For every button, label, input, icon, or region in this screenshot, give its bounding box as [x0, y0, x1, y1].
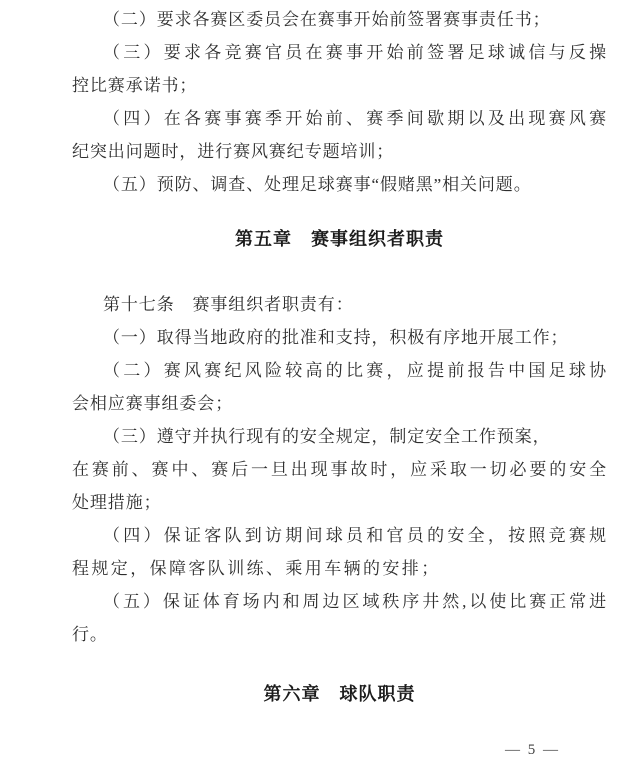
clause-line: 行。: [72, 625, 108, 644]
chapter-5-heading: 第五章 赛事组织者职责: [235, 229, 444, 249]
clause-line: （五）保证体育场内和周边区域秩序井然,以使比赛正常进: [103, 592, 607, 611]
clause-line: （三）要求各竞赛官员在赛事开始前签署足球诚信与反操: [103, 43, 607, 62]
clause-line: 会相应赛事组委会；: [72, 394, 234, 413]
clause-line: （五）预防、调查、处理足球赛事“假赌黑”相关问题。: [103, 175, 532, 194]
clause-line: （四）保证客队到访期间球员和官员的安全，按照竞赛规: [103, 526, 607, 545]
clause-line: 在赛前、赛中、赛后一旦出现事故时，应采取一切必要的安全: [72, 460, 607, 479]
clause-line: （二）要求各赛区委员会在赛事开始前签署赛事责任书；: [103, 10, 551, 29]
clause-line: 控比赛承诺书；: [72, 76, 198, 95]
clause-line: （二）赛风赛纪风险较高的比赛，应提前报告中国足球协: [103, 361, 607, 380]
clause-line: 处理措施；: [72, 493, 162, 512]
clause-line: （一）取得当地政府的批准和支持，积极有序地开展工作；: [103, 328, 569, 347]
chapter-6-heading: 第六章 球队职责: [263, 684, 416, 704]
clause-line: 纪突出问题时，进行赛风赛纪专题培训；: [72, 142, 395, 161]
page-number: — 5 —: [505, 742, 560, 758]
clause-line: （三）遵守并执行现有的安全规定，制定安全工作预案，: [103, 427, 551, 446]
article-17-line: 第十七条 赛事组织者职责有：: [103, 295, 354, 314]
clause-line: 程规定，保障客队训练、乘用车辆的安排；: [72, 559, 441, 578]
clause-line: （四）在各赛事赛季开始前、赛季间歇期以及出现赛风赛: [103, 109, 607, 128]
